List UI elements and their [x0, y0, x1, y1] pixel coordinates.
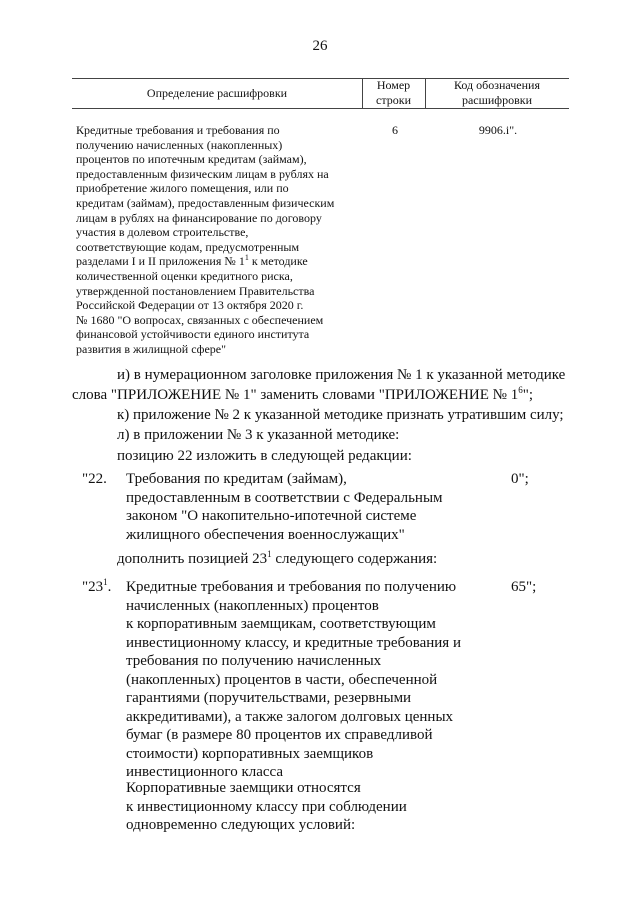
page-number: 26 — [312, 38, 328, 54]
item-23-1-number: "$23^1$. — [82, 577, 112, 595]
table-header-code: Код обозначения расшифровки — [453, 78, 540, 107]
item-22-text: Требования по кредитам (займам), предоставленным в соответствии с Федеральным законом "О накопительно-ипотечной системе жилищного обеспечения военнослужащих" — [126, 471, 443, 543]
paragraph-i-line2: слова "ПРИЛОЖЕНИЕ № 1" заменить словами "ПРИЛОЖЕНИЕ № $1^6$"; — [72, 385, 534, 403]
paragraph-add-position: дополнить позицией $23^1$ следующего содержания: — [117, 549, 438, 567]
table-cell-code: 9906.i". — [478, 123, 518, 137]
paragraph-k: к) приложение № 2 к указанной методике признать утратившим силу; — [117, 407, 564, 423]
table-header-bottom-border — [72, 108, 569, 109]
item-23-1-note: Корпоративные заемщики относятся к инвестиционному классу при соблюдении одновременно следующих условий: — [126, 780, 407, 833]
paragraph-position-22: позицию 22 изложить в следующей редакции: — [117, 448, 412, 464]
item-23-1-text: Кредитные требования и требования по получению начисленных (накопленных) процентов к корпоративным заемщикам, соответствующим инвестиционному классу, и кредитные требования и требования по получению начисленных (накопленных) процентов в части, обеспеченной гарантиями (поручительствами, резервными аккредитивами), а также залогом долговых ценных бумаг (в размере 80 процентов их справедливой стоимости) корпоративных заемщиков инвестиционного класса — [126, 579, 461, 780]
table-cell-definition: Кредитные требования и требования по получению начисленных (накопленных) процентов по ипотечным кредитам (займам), предоставленным физическим лицам в рублях на приобретение жилого помещения, или по кредитам (займам), предоставленным физическим лицам в рублях на финансирование по договору участия в долевом строительстве, соответствующие кодам, предусмотренным разделами I и II приложения № $1^1$ к методике количественной оценки кредитного риска, утвержденной постановлением Правительства Российской Федерации от 13 октября 2020 г. № 1680 "О вопросах, связанных с обеспечением финансовой устойчивости единого института развития в жилищной сфере" — [76, 123, 335, 356]
item-22-number: "22. — [82, 471, 107, 487]
item-22-value: 0"; — [511, 471, 529, 487]
table-header-definition: Определение расшифровки — [146, 86, 288, 100]
paragraph-i-line1: и) в нумерационном заголовке приложения № 1 к указанной методике — [117, 367, 566, 383]
item-23-1-value: 65"; — [511, 579, 537, 595]
table-header-row-number: Номер строки — [376, 78, 411, 107]
table-cell-row-number: 6 — [392, 123, 398, 137]
paragraph-l: л) в приложении № 3 к указанной методике: — [117, 427, 400, 443]
